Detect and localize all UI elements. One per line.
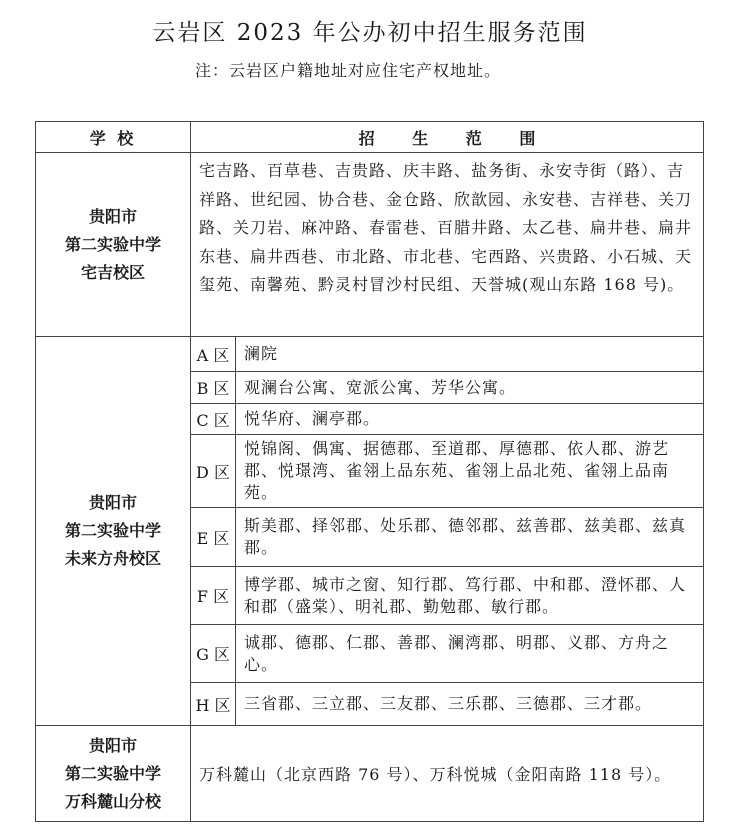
- zone-label: D 区: [191, 435, 236, 508]
- zone-range: 观澜台公寓、宽派公寓、芳华公寓。: [236, 372, 704, 404]
- zone-label: A 区: [191, 337, 236, 372]
- school-name: 贵阳市 第二实验中学 宅吉校区: [36, 153, 191, 337]
- header-range-char: 招: [358, 128, 375, 148]
- header-school: 学 校: [36, 122, 191, 153]
- zone-label: H 区: [191, 683, 236, 726]
- zone-label: C 区: [191, 404, 236, 435]
- zone-label: F 区: [191, 567, 236, 625]
- table-row: [36, 726, 704, 822]
- zone-range: 斯美郡、择邻郡、处乐郡、德邻郡、兹善郡、兹美郡、兹真郡。: [236, 508, 704, 567]
- range-text: 宅吉路、百草巷、吉贵路、庆丰路、盐务街、永安寺街（路）、吉祥路、世纪园、协合巷、金仓路、欣歆园、永安巷、吉祥巷、关刀路、关刀岩、麻冲路、春雷巷、百腊井路、太乙巷、扁井巷、扁井东巷、扁井西巷、市北路、市北巷、宅西路、兴贵路、小石城、天玺苑、南馨苑、黔灵村冒沙村民组、天誉城(观山东路 168 号)。: [191, 153, 704, 337]
- zone-label: B 区: [191, 372, 236, 404]
- table-header-row: [36, 122, 704, 153]
- zone-range: 悦华府、澜亭郡。: [236, 404, 704, 435]
- header-range-char: 范: [465, 128, 482, 148]
- enrollment-range-table: [35, 121, 704, 822]
- school-name: 贵阳市 第二实验中学 万科麓山分校: [36, 726, 191, 822]
- header-range-char: 围: [519, 128, 536, 148]
- zone-label: G 区: [191, 625, 236, 683]
- header-range-char: 生: [412, 128, 429, 148]
- zone-row: [36, 337, 704, 372]
- zone-range: 三省郡、三立郡、三友郡、三乐郡、三德郡、三才郡。: [236, 683, 704, 726]
- note: 注：云岩区户籍地址对应住宅产权地址。: [195, 61, 502, 80]
- school-name: 贵阳市 第二实验中学 未来方舟校区: [36, 337, 191, 726]
- zone-range: 澜院: [236, 337, 704, 372]
- zone-range: 诚郡、德郡、仁郡、善郡、澜湾郡、明郡、义郡、方舟之心。: [236, 625, 704, 683]
- zone-range: 悦锦阁、偶寓、据德郡、至道郡、厚德郡、依人郡、游艺郡、悦璟湾、雀翎上品东苑、雀翎上品北苑、雀翎上品南苑。: [236, 435, 704, 508]
- zone-range: 博学郡、城市之窗、知行郡、笃行郡、中和郡、澄怀郡、人和郡（盛棠）、明礼郡、勤勉郡、敏行郡。: [236, 567, 704, 625]
- zone-label: E 区: [191, 508, 236, 567]
- header-range: [191, 122, 704, 153]
- page-title: 云岩区 2023 年公办初中招生服务范围: [152, 20, 588, 46]
- range-text: 万科麓山（北京西路 76 号）、万科悦城（金阳南路 118 号）。: [191, 726, 704, 822]
- table-row: [36, 153, 704, 337]
